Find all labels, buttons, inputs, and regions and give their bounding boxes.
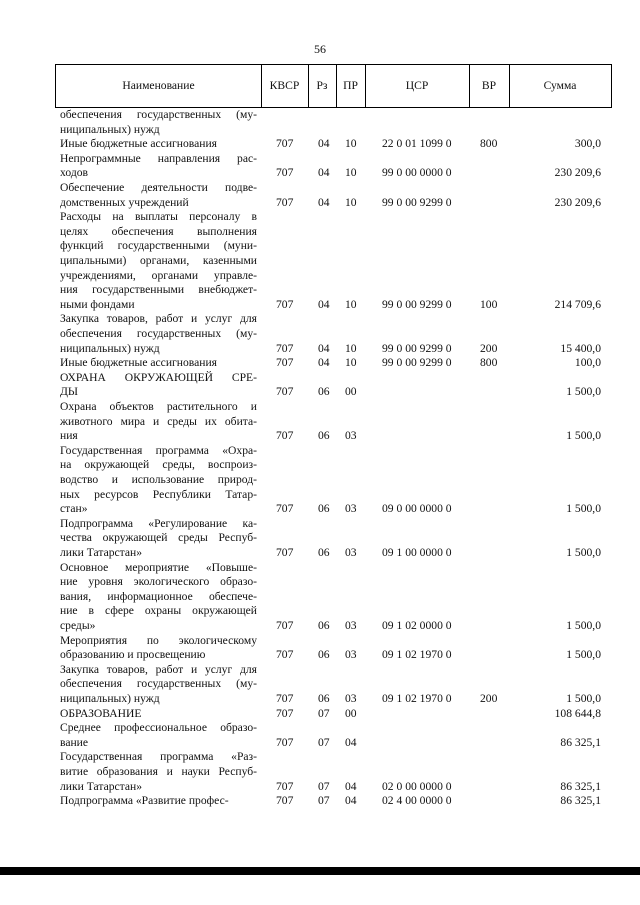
row-name [60, 312, 257, 356]
row-name [60, 356, 257, 371]
cell-sum: 100,0 [574, 356, 601, 370]
row-name-line: Охрана объектов растительного и [60, 400, 257, 413]
row-name-line: ципальными) органами, казенными [60, 253, 257, 267]
row-name-line: Расходы на выплаты персоналу в [60, 210, 257, 224]
row-name-line: ние уровня экологического образо- [60, 575, 257, 589]
cell-csr: 02 0 00 0000 0 [382, 779, 452, 793]
cell-kvsr: 707 [276, 195, 294, 209]
cell-csr: 09 1 02 1970 0 [382, 691, 452, 705]
row-name-line: вания, информационное обеспече- [60, 589, 257, 603]
row-name [60, 663, 257, 707]
row-name-line: Иные бюджетные ассигнования [60, 356, 217, 370]
row-name-line: Иные бюджетные ассигнования [60, 137, 217, 151]
cell-sum: 108 644,8 [554, 706, 601, 720]
row-name-line: функций государственными (муни- [60, 239, 257, 253]
cell-csr: 09 1 02 1970 0 [382, 648, 452, 662]
row-name-line: Обеспечение деятельности подве- [60, 181, 257, 194]
row-name-line: ходов [60, 166, 88, 180]
cell-rz: 04 [318, 195, 330, 209]
cell-kvsr: 707 [276, 166, 294, 180]
row-name-line: ние в сфере охраны окружающей [60, 604, 257, 618]
cell-sum: 300,0 [574, 137, 601, 151]
cell-pr: 04 [345, 794, 357, 808]
row-name-line: Основное мероприятие «Повыше- [60, 560, 257, 574]
cell-pr: 00 [345, 706, 357, 720]
row-name-line: обеспечения государственных (му- [60, 108, 257, 121]
cell-sum: 15 400,0 [560, 341, 601, 355]
cell-csr: 99 0 00 9299 0 [382, 356, 452, 370]
header-kvsr: КВСР [269, 79, 300, 92]
cell-sum: 1 500,0 [566, 545, 601, 559]
cell-pr: 03 [345, 618, 357, 632]
cell-pr: 04 [345, 735, 357, 749]
cell-vr: 100 [480, 297, 498, 311]
cell-sum: 230 209,6 [554, 195, 601, 209]
row-name [60, 400, 257, 444]
row-name [60, 444, 257, 517]
row-name-line: на окружающей среды, воспроиз- [60, 458, 257, 472]
row-name-line: ОХРАНА ОКРУЖАЮЩЕЙ СРЕ- [60, 370, 257, 384]
page-number: 56 [314, 42, 326, 56]
header-vr: ВР [481, 79, 497, 92]
scan-edge-bar [0, 867, 640, 875]
row-name-line: Закупка товаров, работ и услуг для [60, 662, 257, 676]
row-name-line: ниципальных) нужд [60, 341, 160, 355]
cell-sum: 230 209,6 [554, 166, 601, 180]
cell-csr: 09 0 00 0000 0 [382, 502, 452, 516]
row-name [60, 750, 257, 794]
cell-rz: 04 [318, 341, 330, 355]
cell-pr: 03 [345, 502, 357, 516]
row-name-line: образованию и просвещению [60, 648, 206, 662]
cell-kvsr: 707 [276, 794, 294, 808]
cell-pr: 03 [345, 429, 357, 443]
cell-kvsr: 707 [276, 429, 294, 443]
row-name-line: учреждениями, органами управле- [60, 268, 257, 282]
cell-kvsr: 707 [276, 502, 294, 516]
cell-rz: 06 [318, 618, 330, 632]
row-name-line: водство и использование природ- [60, 472, 257, 486]
cell-vr: 200 [480, 341, 498, 355]
cell-csr: 99 0 00 9299 0 [382, 297, 452, 311]
row-name-line: домственных учреждений [60, 195, 189, 209]
cell-vr: 800 [480, 137, 498, 151]
row-name-line: животного мира и среды их обита- [60, 414, 257, 428]
cell-pr: 10 [345, 341, 357, 355]
header-name: Наименование [122, 79, 195, 92]
cell-rz: 07 [318, 779, 330, 793]
row-name-line: ными фондами [60, 297, 135, 311]
cell-csr: 22 0 01 1099 0 [382, 137, 452, 151]
cell-kvsr: 707 [276, 545, 294, 559]
cell-kvsr: 707 [276, 735, 294, 749]
row-name-line: ния [60, 429, 78, 443]
row-name-line: витие образования и науки Респуб- [60, 764, 257, 778]
cell-kvsr: 707 [276, 356, 294, 370]
row-name [60, 721, 257, 750]
row-name [60, 108, 257, 137]
cell-sum: 1 500,0 [566, 429, 601, 443]
row-name-line: ния государственными внебюджет- [60, 283, 257, 297]
row-name-line: Подпрограмма «Регулирование ка- [60, 516, 257, 530]
cell-rz: 04 [318, 137, 330, 151]
row-name-line: Государственная программа «Раз- [60, 750, 257, 764]
row-name-line: Государственная программа «Охра- [60, 443, 257, 457]
cell-sum: 1 500,0 [566, 648, 601, 662]
row-name-line: Закупка товаров, работ и услуг для [60, 312, 257, 326]
row-name [60, 371, 257, 400]
row-name-line: лики Татарстан» [60, 545, 143, 559]
cell-csr: 99 0 00 9299 0 [382, 341, 452, 355]
cell-pr: 10 [345, 297, 357, 311]
row-name [60, 210, 257, 312]
cell-rz: 06 [318, 545, 330, 559]
cell-csr: 99 0 00 0000 0 [382, 166, 452, 180]
cell-rz: 04 [318, 166, 330, 180]
cell-kvsr: 707 [276, 648, 294, 662]
row-name [60, 707, 257, 722]
row-name-line: Подпрограмма «Развитие профес- [60, 794, 229, 808]
row-name-line: лики Татарстан» [60, 779, 143, 793]
row-name [60, 152, 257, 181]
cell-vr: 800 [480, 356, 498, 370]
cell-pr: 04 [345, 779, 357, 793]
cell-rz: 06 [318, 385, 330, 399]
cell-kvsr: 707 [276, 137, 294, 151]
row-name [60, 634, 257, 663]
cell-kvsr: 707 [276, 385, 294, 399]
row-name [60, 517, 257, 561]
cell-sum: 1 500,0 [566, 385, 601, 399]
cell-rz: 07 [318, 794, 330, 808]
cell-pr: 10 [345, 356, 357, 370]
row-name [60, 137, 257, 152]
row-name [60, 181, 257, 210]
cell-pr: 10 [345, 166, 357, 180]
cell-rz: 06 [318, 691, 330, 705]
cell-sum: 214 709,6 [554, 297, 601, 311]
cell-rz: 04 [318, 297, 330, 311]
cell-kvsr: 707 [276, 341, 294, 355]
cell-sum: 1 500,0 [566, 691, 601, 705]
cell-vr: 200 [480, 691, 498, 705]
row-name-line: стан» [60, 502, 88, 516]
row-name-line: ных ресурсов Республики Татар- [60, 487, 257, 501]
cell-rz: 06 [318, 429, 330, 443]
cell-kvsr: 707 [276, 706, 294, 720]
cell-rz: 04 [318, 356, 330, 370]
row-name [60, 561, 257, 634]
row-name-line: ниципальных) нужд [60, 122, 160, 136]
cell-pr: 03 [345, 545, 357, 559]
row-name-line: целях обеспечения выполнения [60, 224, 257, 238]
cell-csr: 09 1 00 0000 0 [382, 545, 452, 559]
cell-sum: 86 325,1 [560, 735, 601, 749]
cell-sum: 86 325,1 [560, 794, 601, 808]
row-name-line: ДЫ [60, 385, 79, 399]
cell-sum: 1 500,0 [566, 618, 601, 632]
table-header [55, 64, 612, 108]
cell-sum: 86 325,1 [560, 779, 601, 793]
cell-rz: 06 [318, 648, 330, 662]
cell-kvsr: 707 [276, 618, 294, 632]
row-name-line: чества окружающей среды Респуб- [60, 531, 257, 545]
header-rz: Рз [316, 79, 328, 92]
row-name-line: Непрограммные направления рас- [60, 151, 257, 165]
cell-csr: 99 0 00 9299 0 [382, 195, 452, 209]
cell-pr: 10 [345, 195, 357, 209]
row-name-line: Мероприятия по экологическому [60, 633, 257, 647]
cell-pr: 03 [345, 691, 357, 705]
header-pr: ПР [343, 79, 358, 92]
cell-pr: 03 [345, 648, 357, 662]
cell-kvsr: 707 [276, 779, 294, 793]
row-name-line: среды» [60, 618, 96, 632]
cell-csr: 02 4 00 0000 0 [382, 794, 452, 808]
row-name-line: Среднее профессиональное образо- [60, 721, 257, 735]
cell-rz: 07 [318, 706, 330, 720]
row-name [60, 794, 257, 809]
row-name-line: ОБРАЗОВАНИЕ [60, 706, 142, 720]
header-sum: Сумма [543, 79, 577, 92]
cell-csr: 09 1 02 0000 0 [382, 618, 452, 632]
cell-pr: 10 [345, 137, 357, 151]
header-csr: ЦСР [405, 79, 429, 92]
row-name-line: вание [60, 735, 89, 749]
cell-kvsr: 707 [276, 297, 294, 311]
row-name-line: обеспечения государственных (му- [60, 677, 257, 691]
cell-pr: 00 [345, 385, 357, 399]
cell-rz: 07 [318, 735, 330, 749]
row-name-line: обеспечения государственных (му- [60, 326, 257, 340]
cell-kvsr: 707 [276, 691, 294, 705]
row-name-line: ниципальных) нужд [60, 691, 160, 705]
cell-rz: 06 [318, 502, 330, 516]
cell-sum: 1 500,0 [566, 502, 601, 516]
